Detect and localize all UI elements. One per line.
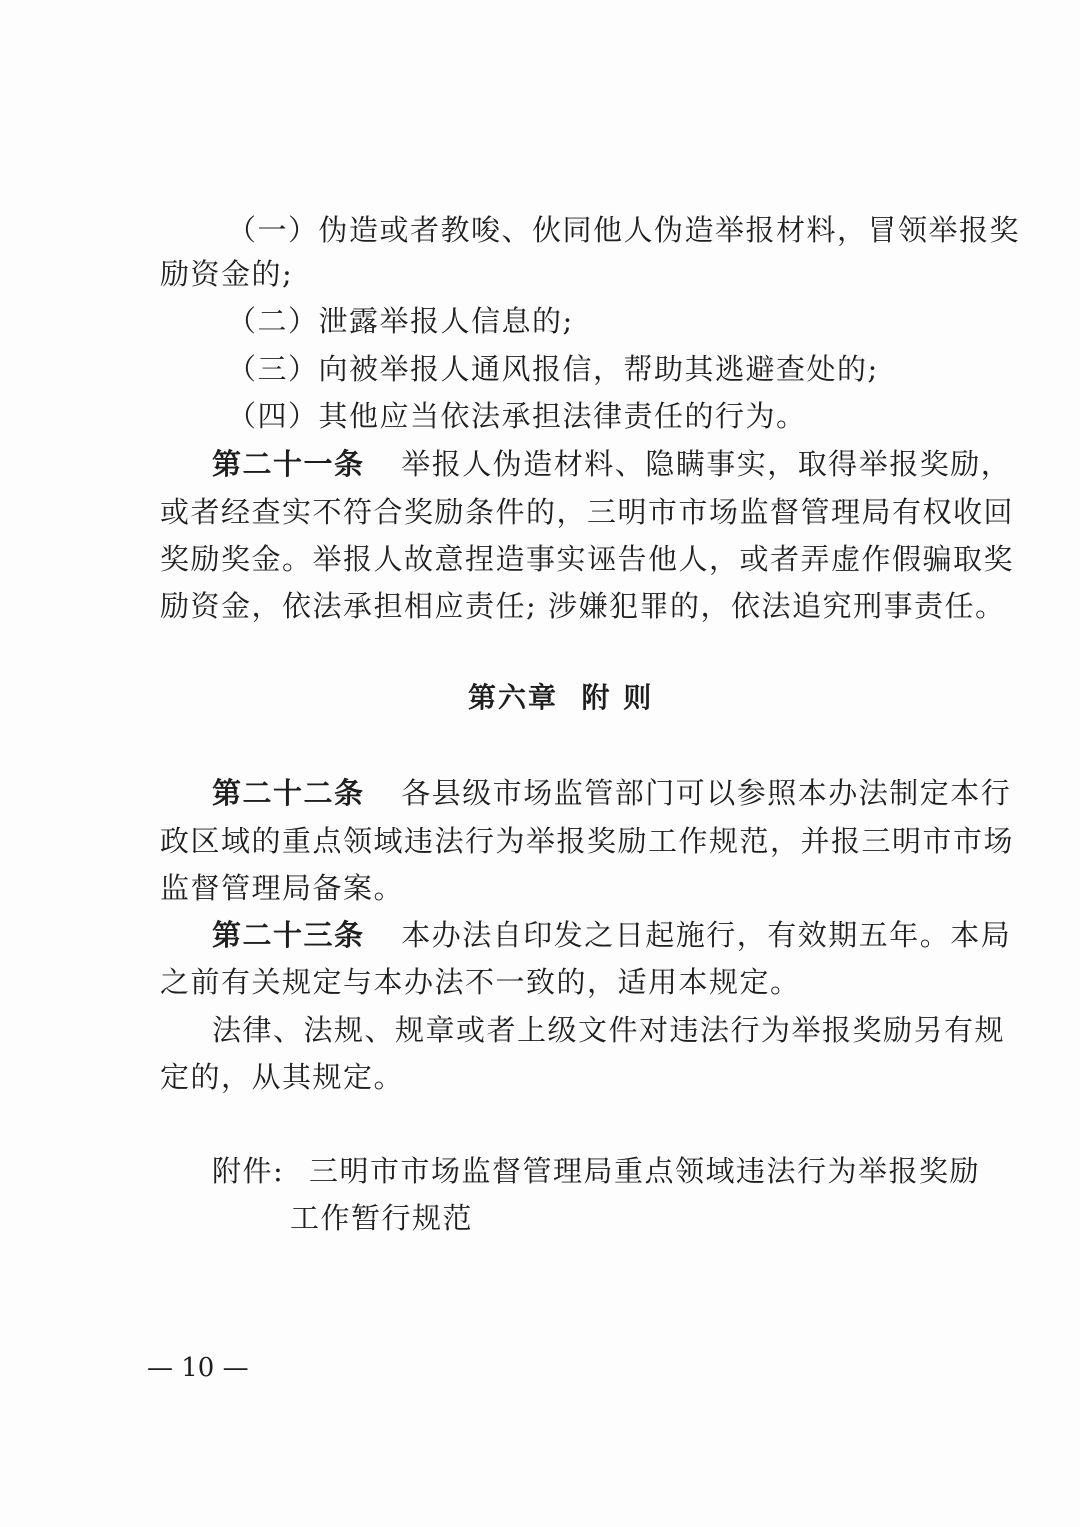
article-23-line-1-text: 本办法自印发之日起施行，有效期五年。本局 [401, 918, 1012, 952]
item-4: （四）其他应当依法承担法律责任的行为。 [227, 399, 807, 433]
article-21-line-1-text: 举报人伪造材料、隐瞒事实，取得举报奖励， [401, 447, 1012, 481]
article-21-line-1 [212, 444, 1011, 484]
article-21-line-4: 励资金，依法承担相应责任; 涉嫌犯罪的，依法追究刑事责任。 [160, 589, 1006, 623]
law-clause-line-2: 定的，从其规定。 [160, 1060, 405, 1094]
attachment-line-1 [212, 1151, 980, 1191]
item-3: （三）向被举报人通风报信，帮助其逃避查处的; [227, 352, 879, 386]
article-23-line-1 [212, 915, 1011, 955]
item-1-line-2: 励资金的; [160, 257, 294, 291]
article-21-line-2: 或者经查实不符合奖励条件的，三明市市场监督管理局有权收回 [160, 495, 1015, 529]
article-23-line-2: 之前有关规定与本办法不一致的，适用本规定。 [160, 965, 801, 999]
item-1-line-1: （一）伪造或者教唆、伙同他人伪造举报材料，冒领举报奖 [227, 213, 1021, 247]
chapter-6-title: 第六章 附 则 [468, 681, 654, 714]
attachment-title-line-1: 三明市市场监督管理局重点领域违法行为举报奖励 [309, 1154, 981, 1188]
article-21-line-3: 奖励奖金。举报人故意捏造事实诬告他人，或者弄虚作假骗取奖 [160, 542, 1015, 576]
attachment-label: 附件: [212, 1154, 285, 1188]
page-number: — 10 — [147, 1353, 249, 1383]
article-22-heading: 第二十二条 [212, 776, 365, 810]
article-21-heading: 第二十一条 [212, 447, 365, 481]
article-22-line-2: 政区域的重点领域违法行为举报奖励工作规范，并报三明市市场 [160, 824, 1015, 858]
article-22-line-1-text: 各县级市场监管部门可以参照本办法制定本行 [401, 776, 1012, 810]
item-2: （二）泄露举报人信息的; [227, 304, 574, 338]
law-clause-line-1: 法律、法规、规章或者上级文件对违法行为举报奖励另有规 [212, 1013, 1006, 1047]
article-22-line-1 [212, 773, 1011, 813]
article-22-line-3: 监督管理局备案。 [160, 871, 405, 905]
attachment-title-line-2: 工作暂行规范 [290, 1201, 474, 1235]
article-23-heading: 第二十三条 [212, 918, 365, 952]
